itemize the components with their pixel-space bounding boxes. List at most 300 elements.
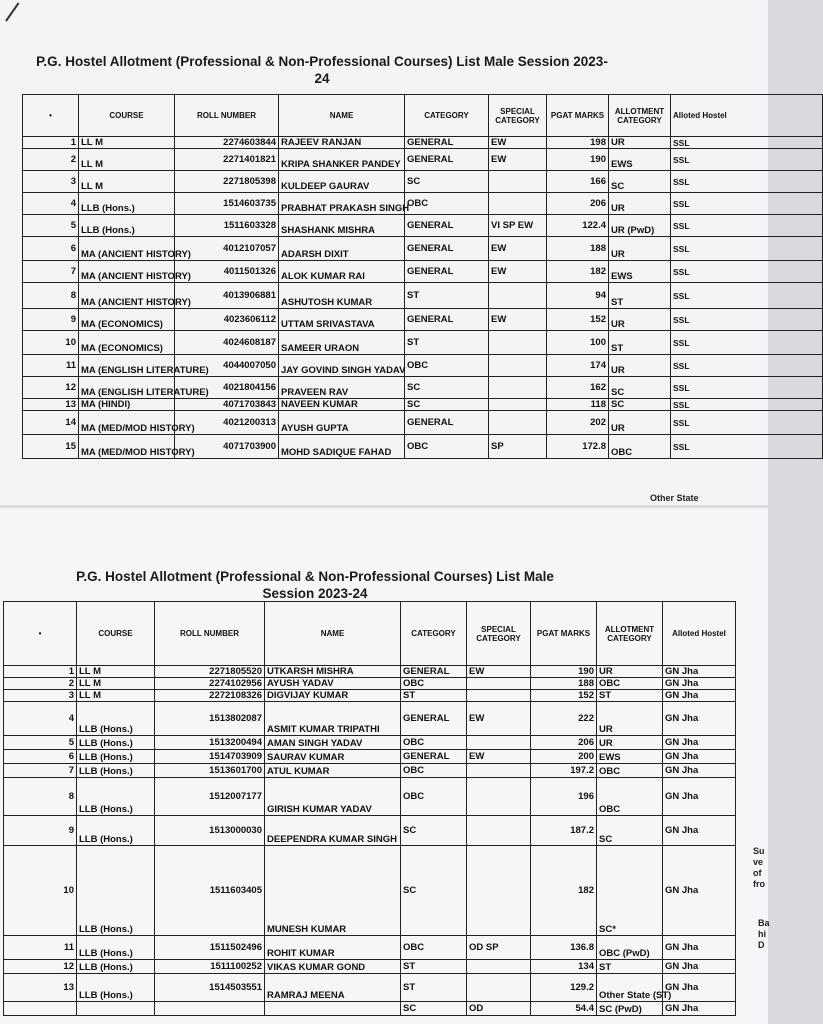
cell-course: LLB (Hons.): [77, 702, 155, 736]
table-row: [4, 736, 736, 750]
cell-roll: 1511100252: [155, 960, 265, 974]
cell-marks: 190: [547, 149, 609, 171]
cell-hostel: SSL: [671, 399, 823, 411]
cell-allot: OBC: [609, 435, 671, 459]
table-row: [4, 960, 736, 974]
cell-special: [467, 764, 531, 778]
cell-category: GENERAL: [405, 411, 489, 435]
sheet1-title-line1: P.G. Hostel Allotment (Professional & Non-Professional Courses) List Male Session 2023-: [36, 54, 608, 69]
cell-allot: UR: [609, 355, 671, 377]
cell-roll: 1512007177: [155, 778, 265, 816]
cell-hostel: SSL: [671, 435, 823, 459]
cell-marks: 206: [547, 193, 609, 215]
cell-category: OBC: [401, 764, 467, 778]
cell-sno: 3: [4, 690, 77, 702]
table-row: [23, 149, 823, 171]
cell-special: [489, 331, 547, 355]
cell-roll: 4021804156: [175, 377, 279, 399]
table-row: [4, 666, 736, 678]
cell-hostel: SSL: [671, 237, 823, 261]
cell-special: [489, 377, 547, 399]
cell-name: SHASHANK MISHRA: [279, 215, 405, 237]
cell-special: [489, 171, 547, 193]
cell-allot: ST: [609, 331, 671, 355]
cell-hostel: SSL: [671, 171, 823, 193]
cell-special: EW: [489, 149, 547, 171]
cell-name: ATUL KUMAR: [265, 764, 401, 778]
cell-marks: 198: [547, 137, 609, 149]
cell-course: LL M: [77, 666, 155, 678]
cell-special: OD: [467, 1002, 531, 1016]
cell-allot: ST: [597, 690, 663, 702]
cell-name: RAJEEV RANJAN: [279, 137, 405, 149]
table-row: [23, 435, 823, 459]
cell-course: MA (ANCIENT HISTORY): [79, 261, 175, 283]
cell-roll: 1513802087: [155, 702, 265, 736]
header-pgat: PGAT MARKS: [531, 602, 597, 666]
cell-name: SAMEER URAON: [279, 331, 405, 355]
cell-sno: 14: [23, 411, 79, 435]
cell-course: LLB (Hons.): [77, 960, 155, 974]
cell-hostel: SSL: [671, 411, 823, 435]
cell-sno: 11: [4, 936, 77, 960]
table-row: [23, 411, 823, 435]
cell-allot: SC*: [597, 846, 663, 936]
cell-allot: OBC: [597, 764, 663, 778]
cell-sno: 6: [23, 237, 79, 261]
cell-marks: 94: [547, 283, 609, 309]
cell-allot: Other State (ST): [597, 974, 663, 1002]
cell-special: EW: [467, 702, 531, 736]
table-row: [23, 193, 823, 215]
cell-name: PRAVEEN RAV: [279, 377, 405, 399]
cell-hostel: GN Jha: [663, 816, 736, 846]
cell-hostel: SSL: [671, 193, 823, 215]
edge-note-2: of: [753, 868, 762, 878]
allotment-sheet-1: [0, 0, 768, 505]
table-row: [4, 678, 736, 690]
header-roll: ROLL NUMBER: [175, 95, 279, 137]
header-sno: •: [23, 95, 79, 137]
cell-marks: 196: [531, 778, 597, 816]
cell-marks: 136.8: [531, 936, 597, 960]
cell-roll: 2271401821: [175, 149, 279, 171]
header-name: NAME: [265, 602, 401, 666]
cell-allot: OBC (PwD): [597, 936, 663, 960]
cell-name: KRIPA SHANKER PANDEY: [279, 149, 405, 171]
cell-marks: 100: [547, 331, 609, 355]
cell-sno: 7: [4, 764, 77, 778]
cell-name: ALOK KUMAR RAI: [279, 261, 405, 283]
cell-sno: 6: [4, 750, 77, 764]
cell-name: GIRISH KUMAR YADAV: [265, 778, 401, 816]
cell-marks: 129.2: [531, 974, 597, 1002]
cell-category: GENERAL: [405, 261, 489, 283]
header-hostel: Alloted Hostel: [671, 95, 823, 137]
cell-hostel: SSL: [671, 261, 823, 283]
cell-name: NAVEEN KUMAR: [279, 399, 405, 411]
cell-course: LLB (Hons.): [77, 778, 155, 816]
cell-allot: SC: [597, 816, 663, 846]
cell-allot: SC: [609, 171, 671, 193]
sheet1-title: [22, 53, 622, 87]
cell-roll: 2274102956: [155, 678, 265, 690]
cell-sno: 3: [23, 171, 79, 193]
cell-category: GENERAL: [401, 702, 467, 736]
sheet1-title-line2: 24: [314, 71, 330, 86]
header-allotment: ALLOTMENT CATEGORY: [597, 602, 663, 666]
cell-course: MA (MED/MOD HISTORY): [79, 411, 175, 435]
cell-marks: 188: [531, 678, 597, 690]
table-row: [4, 764, 736, 778]
cell-course: LL M: [79, 149, 175, 171]
cell-special: SP: [489, 435, 547, 459]
table-row: [4, 974, 736, 1002]
cell-allot: UR (PwD): [609, 215, 671, 237]
cell-marks: 182: [531, 846, 597, 936]
cell-hostel: GN Jha: [663, 666, 736, 678]
cell-roll: 2271805520: [155, 666, 265, 678]
cell-allot: UR: [609, 309, 671, 331]
cell-hostel: GN Jha: [663, 974, 736, 1002]
edge-note-0: Su: [753, 846, 765, 856]
cell-special: VI SP EW: [489, 215, 547, 237]
cell-roll: 1513000030: [155, 816, 265, 846]
cell-name: VIKAS KUMAR GOND: [265, 960, 401, 974]
cell-roll: 1511603328: [175, 215, 279, 237]
cell-course: LLB (Hons.): [77, 816, 155, 846]
cell-hostel: SSL: [671, 215, 823, 237]
cell-course: LLB (Hons.): [77, 736, 155, 750]
header-course: COURSE: [77, 602, 155, 666]
cell-marks: 197.2: [531, 764, 597, 778]
table-row: [4, 690, 736, 702]
cell-roll: 4021200313: [175, 411, 279, 435]
sheet1-table: [22, 94, 823, 459]
header-pgat: PGAT MARKS: [547, 95, 609, 137]
cell-roll: 1513200494: [155, 736, 265, 750]
cell-category: GENERAL: [405, 215, 489, 237]
cell-category: OBC: [405, 435, 489, 459]
table-row: [4, 816, 736, 846]
cell-roll: 1514703909: [155, 750, 265, 764]
table-row: [23, 261, 823, 283]
table-row: [23, 237, 823, 261]
table-row: [23, 331, 823, 355]
cell-special: [489, 399, 547, 411]
cell-category: GENERAL: [401, 750, 467, 764]
cell-special: EW: [467, 666, 531, 678]
cell-course: MA (ENGLISH LITERATURE): [79, 355, 175, 377]
cell-category: GENERAL: [405, 137, 489, 149]
cell-course: MA (ENGLISH LITERATURE): [79, 377, 175, 399]
table-row: [23, 377, 823, 399]
cell-name: MOHD SADIQUE FAHAD: [279, 435, 405, 459]
cell-roll: 4071703843: [175, 399, 279, 411]
cell-category: SC: [405, 377, 489, 399]
cell-roll: 4023606112: [175, 309, 279, 331]
cell-category: ST: [401, 974, 467, 1002]
cell-allot: EWS: [609, 261, 671, 283]
cell-special: [489, 283, 547, 309]
cell-roll: 4044007050: [175, 355, 279, 377]
cell-sno: 8: [4, 778, 77, 816]
cell-roll: 1511502496: [155, 936, 265, 960]
cell-marks: 200: [531, 750, 597, 764]
cell-special: [467, 678, 531, 690]
cell-course: LLB (Hons.): [77, 936, 155, 960]
header-special: SPECIAL CATEGORY: [489, 95, 547, 137]
cell-course: LL M: [79, 171, 175, 193]
cell-name: DIGVIJAY KUMAR: [265, 690, 401, 702]
cell-hostel: SSL: [671, 331, 823, 355]
header-category: CATEGORY: [405, 95, 489, 137]
cell-marks: 206: [531, 736, 597, 750]
cell-special: [467, 736, 531, 750]
cell-course: MA (ANCIENT HISTORY): [79, 283, 175, 309]
cell-hostel: SSL: [671, 137, 823, 149]
cell-sno: 4: [23, 193, 79, 215]
cell-special: [467, 846, 531, 936]
header-hostel: Alloted Hostel: [663, 602, 736, 666]
sheet2-edge-note-b: [758, 918, 770, 951]
cell-category: OBC: [401, 936, 467, 960]
table-row: [23, 171, 823, 193]
cell-allot: UR: [609, 137, 671, 149]
cell-name: PRABHAT PRAKASH SINGH: [279, 193, 405, 215]
cell-hostel: SSL: [671, 149, 823, 171]
cell-course: LLB (Hons.): [79, 193, 175, 215]
cell-hostel: SSL: [671, 377, 823, 399]
sheet2-title: [20, 568, 610, 602]
table-row: [4, 778, 736, 816]
cell-special: [467, 690, 531, 702]
cell-hostel: SSL: [671, 283, 823, 309]
cell-sno: 15: [23, 435, 79, 459]
cell-name: AYUSH GUPTA: [279, 411, 405, 435]
cell-allot: ST: [597, 960, 663, 974]
cell-hostel: GN Jha: [663, 778, 736, 816]
table-row: [23, 355, 823, 377]
cell-roll: 4012107057: [175, 237, 279, 261]
cell-marks: 187.2: [531, 816, 597, 846]
cell-category: OBC: [401, 736, 467, 750]
cell-roll: 1514603735: [175, 193, 279, 215]
cell-allot: UR: [609, 237, 671, 261]
sheet2-edge-note-a: [753, 846, 765, 890]
cell-hostel: GN Jha: [663, 846, 736, 936]
cell-course: [77, 1002, 155, 1016]
cell-course: MA (HINDI): [79, 399, 175, 411]
cell-roll: 4024608187: [175, 331, 279, 355]
cell-marks: 222: [531, 702, 597, 736]
header-category: CATEGORY: [401, 602, 467, 666]
cell-hostel: GN Jha: [663, 678, 736, 690]
edge-note-4: Ba: [758, 918, 770, 928]
cell-allot: ST: [609, 283, 671, 309]
cell-sno: 10: [4, 846, 77, 936]
cell-special: EW: [489, 261, 547, 283]
cell-course: MA (MED/MOD HISTORY): [79, 435, 175, 459]
cell-roll: 1514503551: [155, 974, 265, 1002]
header-sno: •: [4, 602, 77, 666]
cell-marks: 182: [547, 261, 609, 283]
cell-marks: 162: [547, 377, 609, 399]
cell-allot: OBC: [597, 778, 663, 816]
table-row: [4, 750, 736, 764]
pen-mark: [5, 2, 19, 21]
cell-category: OBC: [405, 193, 489, 215]
cell-course: MA (ECONOMICS): [79, 309, 175, 331]
cell-roll: 2271805398: [175, 171, 279, 193]
cell-course: LLB (Hons.): [77, 846, 155, 936]
table-row: [4, 702, 736, 736]
cell-sno: 12: [4, 960, 77, 974]
cell-name: [265, 1002, 401, 1016]
cell-sno: 12: [23, 377, 79, 399]
cell-marks: 152: [547, 309, 609, 331]
header-roll: ROLL NUMBER: [155, 602, 265, 666]
cell-hostel: SSL: [671, 309, 823, 331]
cell-hostel: GN Jha: [663, 736, 736, 750]
cell-sno: [4, 1002, 77, 1016]
cell-special: [467, 974, 531, 1002]
cell-roll: 4011501326: [175, 261, 279, 283]
cell-allot: UR: [609, 411, 671, 435]
cell-name: KULDEEP GAURAV: [279, 171, 405, 193]
cell-sno: 7: [23, 261, 79, 283]
cell-name: ASMIT KUMAR TRIPATHI: [265, 702, 401, 736]
cell-special: EW: [467, 750, 531, 764]
cell-category: ST: [401, 690, 467, 702]
cell-course: LLB (Hons.): [77, 764, 155, 778]
edge-note-6: D: [758, 940, 765, 950]
cell-special: [489, 193, 547, 215]
cell-sno: 1: [23, 137, 79, 149]
cell-name: ADARSH DIXIT: [279, 237, 405, 261]
cell-sno: 13: [4, 974, 77, 1002]
cell-hostel: SSL: [671, 355, 823, 377]
cell-name: DEEPENDRA KUMAR SINGH: [265, 816, 401, 846]
cell-special: EW: [489, 237, 547, 261]
cell-sno: 5: [4, 736, 77, 750]
cell-sno: 10: [23, 331, 79, 355]
cell-category: OBC: [401, 778, 467, 816]
cell-allot: EWS: [609, 149, 671, 171]
cell-name: ROHIT KUMAR: [265, 936, 401, 960]
cell-category: ST: [405, 283, 489, 309]
cell-category: SC: [401, 816, 467, 846]
cell-name: RAMRAJ MEENA: [265, 974, 401, 1002]
cell-category: ST: [401, 960, 467, 974]
cell-sno: 4: [4, 702, 77, 736]
cell-sno: 13: [23, 399, 79, 411]
cell-category: OBC: [401, 678, 467, 690]
cell-course: MA (ANCIENT HISTORY): [79, 237, 175, 261]
cell-sno: 5: [23, 215, 79, 237]
cell-course: MA (ECONOMICS): [79, 331, 175, 355]
cell-category: ST: [405, 331, 489, 355]
cell-marks: 134: [531, 960, 597, 974]
edge-note-5: hi: [758, 929, 766, 939]
cell-name: AYUSH YADAV: [265, 678, 401, 690]
table-row: [4, 936, 736, 960]
edge-note-3: fro: [753, 879, 765, 889]
cell-hostel: GN Jha: [663, 960, 736, 974]
cell-hostel: GN Jha: [663, 702, 736, 736]
cell-category: SC: [401, 846, 467, 936]
cell-allot: SC: [609, 399, 671, 411]
cell-roll: 1513601700: [155, 764, 265, 778]
cell-special: [467, 816, 531, 846]
cell-hostel: GN Jha: [663, 764, 736, 778]
sheet1-trailing-note: Other State: [650, 493, 699, 503]
cell-name: UTTAM SRIVASTAVA: [279, 309, 405, 331]
sheet2-title-line1: P.G. Hostel Allotment (Professional & Non-Professional Courses) List Male: [76, 569, 554, 584]
table-row: [4, 846, 736, 936]
sheet2-table: [3, 601, 736, 1016]
cell-course: LLB (Hons.): [77, 750, 155, 764]
cell-allot: EWS: [597, 750, 663, 764]
allotment-sheet-2: [0, 508, 768, 1024]
cell-category: SC: [401, 1002, 467, 1016]
header-special: SPECIAL CATEGORY: [467, 602, 531, 666]
cell-roll: 4071703900: [175, 435, 279, 459]
table-row: [23, 399, 823, 411]
cell-name: MUNESH KUMAR: [265, 846, 401, 936]
cell-hostel: GN Jha: [663, 936, 736, 960]
cell-sno: 2: [23, 149, 79, 171]
cell-sno: 9: [4, 816, 77, 846]
cell-course: LLB (Hons.): [79, 215, 175, 237]
cell-roll: 2272108326: [155, 690, 265, 702]
cell-special: [489, 355, 547, 377]
cell-marks: 166: [547, 171, 609, 193]
cell-hostel: GN Jha: [663, 1002, 736, 1016]
cell-roll: [155, 1002, 265, 1016]
cell-marks: 122.4: [547, 215, 609, 237]
header-name: NAME: [279, 95, 405, 137]
cell-marks: 118: [547, 399, 609, 411]
cell-special: EW: [489, 309, 547, 331]
cell-sno: 8: [23, 283, 79, 309]
cell-special: [467, 960, 531, 974]
cell-sno: 2: [4, 678, 77, 690]
table-row: [4, 1002, 736, 1016]
cell-category: GENERAL: [405, 237, 489, 261]
cell-allot: UR: [609, 193, 671, 215]
cell-allot: UR: [597, 702, 663, 736]
cell-name: JAY GOVIND SINGH YADAV: [279, 355, 405, 377]
cell-name: SAURAV KUMAR: [265, 750, 401, 764]
cell-sno: 1: [4, 666, 77, 678]
cell-marks: 188: [547, 237, 609, 261]
table-row: [23, 309, 823, 331]
cell-roll: 2274603844: [175, 137, 279, 149]
cell-course: LLB (Hons.): [77, 974, 155, 1002]
cell-allot: OBC: [597, 678, 663, 690]
cell-special: EW: [489, 137, 547, 149]
cell-name: AMAN SINGH YADAV: [265, 736, 401, 750]
cell-marks: 54.4: [531, 1002, 597, 1016]
edge-note-1: ve: [753, 857, 764, 867]
cell-marks: 174: [547, 355, 609, 377]
cell-special: OD SP: [467, 936, 531, 960]
cell-marks: 172.8: [547, 435, 609, 459]
cell-special: [489, 411, 547, 435]
cell-category: SC: [405, 399, 489, 411]
cell-allot: UR: [597, 666, 663, 678]
